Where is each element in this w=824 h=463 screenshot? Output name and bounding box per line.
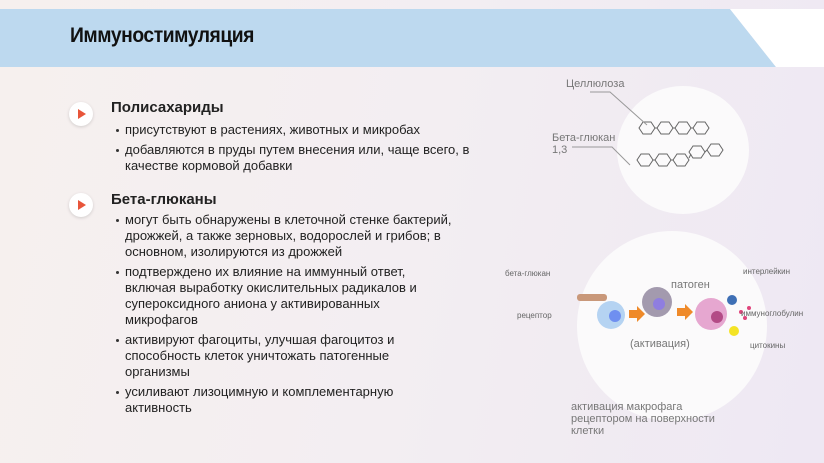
label-interleukin: интерлейкин [743, 267, 791, 276]
bullet-list [116, 212, 486, 420]
list-item: усиливают лизоцимную и комплементарную активность [116, 384, 416, 416]
list-item: присутствуют в растениях, животных и микробах [116, 122, 486, 138]
label-immunoglobulin: иммуноглобулин [741, 309, 804, 318]
section-heading: Полисахариды [111, 99, 224, 116]
label-activation: (активация) [630, 338, 690, 350]
label-beta-glucan: Бета-глюкан 1,3 [552, 132, 616, 156]
play-icon [69, 193, 93, 217]
diagram-caption: активация макрофага рецептором на поверхности клетки [571, 401, 715, 437]
label-pathogen: патоген [671, 279, 710, 291]
list-item: могут быть обнаружены в клеточной стенке бактерий, дрожжей, а также зерновых, водорослей и грибов; в основном, изолируются из дрожжей [116, 212, 481, 260]
play-icon [69, 102, 93, 126]
leader-lines [550, 90, 650, 170]
label-cytokines: цитокины [750, 341, 786, 350]
list-item: активируют фагоциты, улучшая фагоцитоз и способность клеток уничтожать патогенные организмы [116, 332, 436, 380]
label-beta-glucan-small: бета-глюкан [505, 269, 551, 278]
label-cellulose: Целлюлоза [566, 78, 625, 90]
section-heading: Бета-глюканы [111, 191, 217, 208]
label-receptor: рецептор [517, 311, 552, 320]
page-title: Иммуностимуляция [70, 24, 255, 47]
bullet-list [116, 122, 486, 178]
list-item: подтверждено их влияние на иммунный ответ, включая выработку окислительных радикалов и супероксидного аниона у активированных микрофагов [116, 264, 441, 328]
list-item: добавляются в пруды путем внесения или, чаще всего, в качестве кормовой добавки [116, 142, 476, 174]
